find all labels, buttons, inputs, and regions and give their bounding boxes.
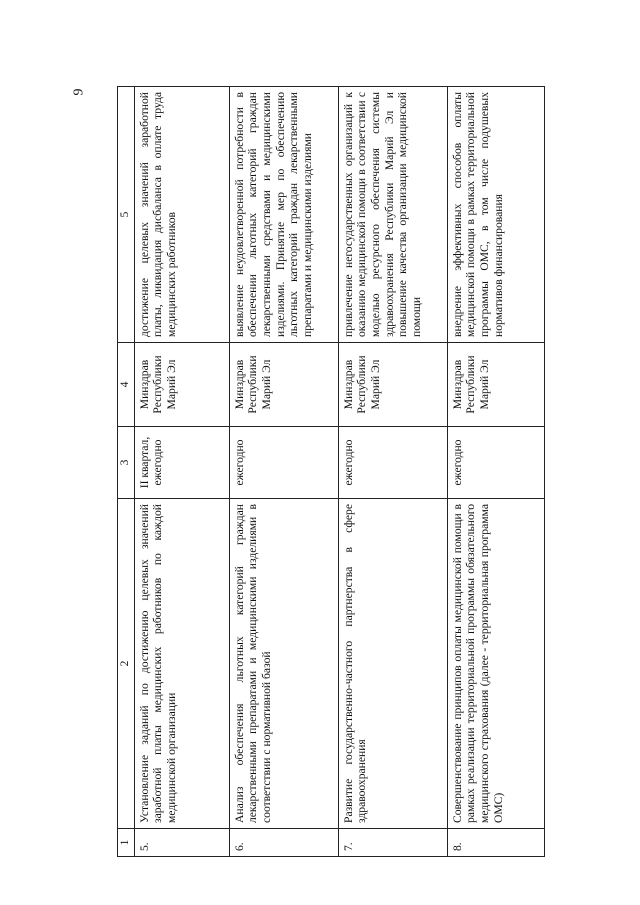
period-cell: ежегодно: [447, 427, 544, 499]
column-header-1: 1: [118, 829, 135, 857]
measures-table: [117, 86, 545, 857]
page-number: 9: [71, 88, 87, 96]
task-cell: Установление заданий по достижению целевых значений заработной платы медицинских работников по каждой медицинской организации: [134, 499, 229, 829]
task-cell: Развитие государственно-частного партнерства в сфере здравоохранения: [338, 499, 447, 829]
executor-cell: Минздрав Республики Марий Эл: [134, 343, 229, 427]
table-row: [447, 87, 544, 857]
period-cell: ежегодно: [338, 427, 447, 499]
executor-cell: Минздрав Республики Марий Эл: [447, 343, 544, 427]
column-header-3: 3: [118, 427, 135, 499]
result-cell: внедрение эффективных способов оплаты медицинской помощи в рамках территориальной программы ОМС, в том числе подушевых нормативов финансирования: [447, 87, 544, 343]
column-header-4: 4: [118, 343, 135, 427]
row-number: 7.: [338, 829, 447, 857]
executor-cell: Минздрав Республики Марий Эл: [338, 343, 447, 427]
row-number: 5.: [134, 829, 229, 857]
table-row: [229, 87, 338, 857]
row-number: 8.: [447, 829, 544, 857]
result-cell: достижение целевых значений заработной платы, ликвидация дисбаланса в оплате труда медицинских работников: [134, 87, 229, 343]
result-cell: выявление неудовлетворенной потребности в обеспечении льготных категорий граждан лекарственными средствами и медицинскими изделиями. Принятие мер по обеспечению льготных категорий граждан лекарственными препаратами и медицинскими изделиями: [229, 87, 338, 343]
table-row: [134, 87, 229, 857]
executor-cell: Минздрав Республики Марий Эл: [229, 343, 338, 427]
period-cell: ежегодно: [229, 427, 338, 499]
result-cell: привлечение негосударственных организаций к оказанию медицинской помощи в соответствии с моделью ресурсного обеспечения системы здравоохранения Республики Марий Эл и повышение качества организации медицинской помощи: [338, 87, 447, 343]
row-number: 6.: [229, 829, 338, 857]
header-row: [118, 87, 135, 857]
rotated-table-sheet: [117, 87, 527, 857]
task-cell: Анализ обеспечения льготных категорий граждан лекарственными препаратами и медицинскими изделиями в соответствии с нормативной базой: [229, 499, 338, 829]
column-header-2: 2: [118, 499, 135, 829]
table-row: [338, 87, 447, 857]
task-cell: Совершенствование принципов оплаты медицинской помощи в рамках реализации территориальной программы обязательного медицинского страхования (далее - территориальная программа ОМС): [447, 499, 544, 829]
column-header-5: 5: [118, 87, 135, 343]
period-cell: II квартал, ежегодно: [134, 427, 229, 499]
